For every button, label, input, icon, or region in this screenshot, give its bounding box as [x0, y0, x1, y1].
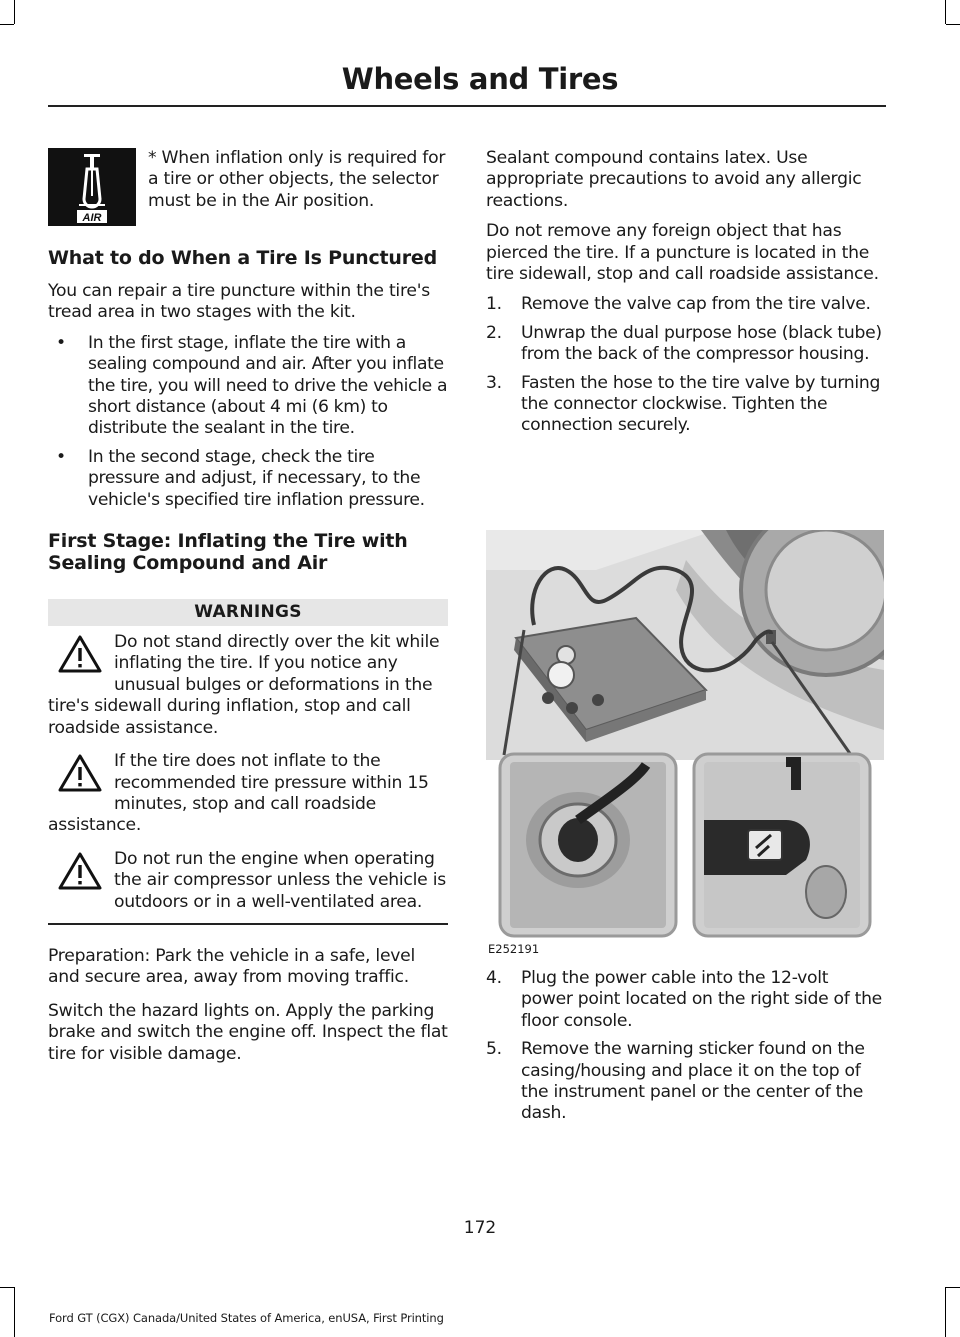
steps-list — [486, 294, 884, 436]
air-selector-paragraph — [48, 148, 448, 230]
warnings-box — [48, 599, 448, 925]
crop-mark — [14, 0, 15, 24]
tire-valve-icon — [48, 148, 136, 226]
warning-text: Do not stand directly over the kit while inflating the tire. If you notice any unusual bulges or deformations in the tire's sidewall during inflation, stop and call roadside assistance. — [48, 632, 440, 738]
warnings-header: WARNINGS — [48, 599, 448, 626]
right-column-continued — [486, 968, 884, 1125]
compressor-hose-illustration — [486, 530, 884, 960]
warning-item — [48, 849, 448, 913]
paragraph: Switch the hazard lights on. Apply the parking brake and switch the engine off. Inspect the flat tire for visible damage. — [48, 1000, 448, 1064]
figure-id: E252191 — [488, 942, 540, 956]
step-item: 2. Unwrap the dual purpose hose (black tube) from the back of the compressor housing. — [486, 322, 882, 365]
air-selector-icon — [48, 148, 136, 226]
crop-mark — [946, 24, 960, 25]
warning-triangle-icon — [58, 851, 102, 891]
step-item: 1. Remove the valve cap from the tire valve. — [486, 294, 871, 315]
step-item: 4. Plug the power cable into the 12-volt power point located on the right side of the floor console. — [486, 968, 882, 1031]
warning-item — [48, 632, 448, 739]
warnings-bottom-rule — [48, 923, 448, 925]
steps-list — [486, 968, 884, 1125]
section-heading-first-stage: First Stage: Inflating the Tire with Sealing Compound and Air — [48, 530, 408, 575]
tire-repair-kit-image — [486, 530, 884, 960]
page-title: Wheels and Tires — [341, 62, 619, 96]
right-column — [486, 148, 884, 437]
section-heading-punctured: What to do When a Tire Is Punctured — [48, 247, 438, 269]
warning-text: Do not run the engine when operating the air compressor unless the vehicle is outdoors or in a well-ventilated area. — [114, 848, 446, 912]
step-item: 3. Fasten the hose to the tire valve by turning the connector clockwise. Tighten the connection securely. — [486, 372, 881, 436]
bullet-item: • In the first stage, inflate the tire with a sealing compound and air. After you inflate the tire, you will need to drive the vehicle a short distance (about 4 mi (6 km) to distribute the sealant in the tire. — [48, 333, 448, 440]
air-position-note: * When inflation only is required for a tire or other objects, the selector must be in the Air position. — [148, 148, 446, 211]
svg-text:AIR: AIR — [82, 212, 102, 224]
left-column — [48, 148, 448, 1065]
paragraph: You can repair a tire puncture within the tire's tread area in two stages with the kit. — [48, 281, 430, 323]
stage-bullet-list — [48, 333, 448, 511]
title-divider — [48, 105, 886, 107]
crop-mark — [946, 1287, 960, 1288]
paragraph: Preparation: Park the vehicle in a safe, level and secure area, away from moving traffic. — [48, 945, 416, 988]
warning-text: If the tire does not inflate to the recommended tire pressure within 15 minutes, stop and call roadside assistance. — [48, 751, 429, 836]
crop-mark — [0, 24, 14, 25]
paragraph: Do not remove any foreign object that has pierced the tire. If a puncture is located in the tire sidewall, stop and call roadside assistance. — [486, 221, 879, 285]
crop-mark — [945, 0, 946, 24]
bullet-item: • In the second stage, check the tire pressure and adjust, if necessary, to the vehicle's specified tire inflation pressure. — [48, 447, 448, 511]
edition-footer: Ford GT (CGX) Canada/United States of America, enUSA, First Printing — [49, 1311, 444, 1325]
step-item: 5. Remove the warning sticker found on the casing/housing and place it on the top of the instrument panel or the center of the dash. — [486, 1039, 865, 1124]
warning-item — [48, 751, 448, 837]
warning-triangle-icon — [58, 634, 102, 674]
crop-mark — [945, 1287, 946, 1337]
crop-mark — [0, 1287, 14, 1288]
crop-mark — [14, 1287, 15, 1337]
warning-triangle-icon — [58, 753, 102, 793]
page-number: 172 — [463, 1218, 497, 1238]
paragraph: Sealant compound contains latex. Use appropriate precautions to avoid any allergic reactions. — [486, 148, 862, 211]
